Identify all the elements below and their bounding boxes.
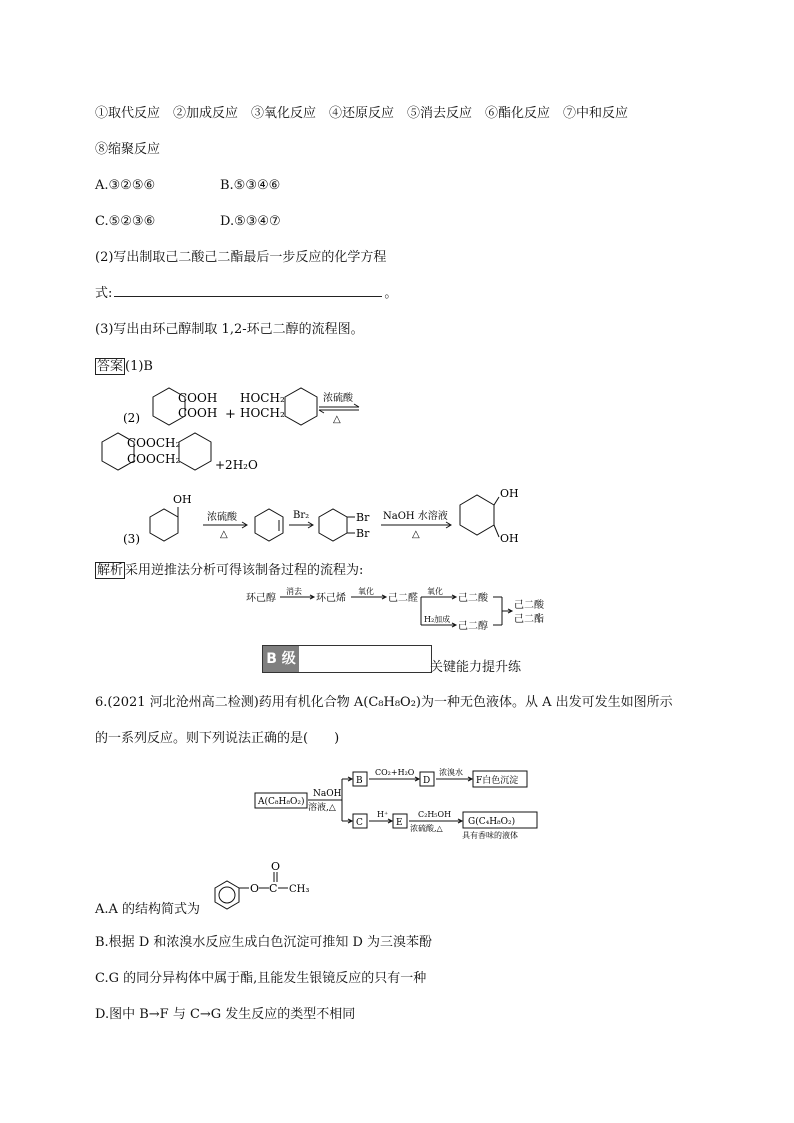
analysis-line (95, 563, 363, 579)
benzene-circle (219, 887, 235, 903)
condition-bottom: △ (333, 414, 341, 425)
level-badge-box (262, 645, 432, 673)
answer-2-label: (2) (123, 411, 140, 425)
flow-arrow-label: 消去 (286, 587, 302, 596)
bromine-water-label: 浓溴水 (439, 768, 463, 777)
option-c: C.⑤②③⑥ (95, 214, 156, 229)
oh-top: OH (500, 487, 519, 500)
compound-f: F白色沉淀 (476, 776, 519, 786)
option-b: B.⑤③④⑥ (220, 178, 281, 193)
answer-1: (1)B (125, 359, 153, 374)
analysis-text: 采用逆推法分析可得该制备过程的流程为: (125, 563, 364, 578)
question-2-line2 (95, 286, 397, 302)
analysis-tag: 解析 (97, 563, 124, 578)
reaction-scheme (250, 765, 550, 845)
water: +2H₂O (215, 458, 258, 472)
hoch2-top: HOCH₂ (240, 391, 285, 405)
option-a: A.③②⑤⑥ (95, 178, 156, 193)
product-ester-bottom: COOCH₂ (127, 452, 181, 466)
carbonyl-carbon: C (269, 882, 278, 895)
compound-e: E (396, 818, 403, 828)
cooh-top: COOH (178, 391, 218, 405)
compound-c: C (356, 818, 363, 828)
question-2-suffix: 。 (384, 286, 398, 301)
step-1-heat: △ (220, 529, 228, 540)
flow-node: 己二醇 (458, 621, 488, 632)
ethanol-label: C₂H₅OH (418, 810, 452, 819)
reaction-type-list: ①取代反应 ②加成反应 ③氧化反应 ④还原反应 ⑤消去反应 ⑥酯化反应 ⑦中和反应 (95, 106, 629, 121)
oh-group: OH (173, 493, 192, 506)
br-bottom: Br (356, 527, 370, 540)
step-1-condition: 浓硫酸 (207, 512, 237, 523)
question-6-line2: 的一系列反应。则下列说法正确的是( ) (95, 731, 340, 746)
compound-b: B (356, 776, 363, 786)
oh-bottom: OH (500, 532, 519, 545)
answer-tag: 答案 (97, 359, 124, 374)
dibromo-ring (319, 509, 347, 541)
bond (494, 525, 499, 537)
structure-a (205, 858, 325, 918)
cyclohexane-ring (179, 433, 211, 470)
carbonyl-oxygen: O (271, 860, 281, 873)
flow-node: 环己烯 (316, 593, 346, 604)
compound-d: D (423, 776, 431, 786)
option-d: D.⑤③④⑦ (220, 214, 281, 229)
step-3-reagent: NaOH 水溶液 (383, 511, 448, 522)
level-title: 关键能力提升练 (430, 660, 522, 675)
answer-line (95, 359, 153, 375)
flow-node: 己二醛 (388, 593, 418, 604)
methyl-group: CH₃ (289, 884, 310, 895)
flow-arrow-label: H₂加成 (424, 615, 451, 624)
plus-sign: + (225, 407, 236, 422)
solution-label: 溶液,△ (308, 803, 336, 813)
analysis-flowchart (240, 585, 570, 640)
level-badge: B 级 (263, 646, 299, 672)
option-6c: C.G 的同分异构体中属于酯,且能发生银镜反应的只有一种 (95, 971, 427, 986)
compound-g: G(C₄H₈O₂) (468, 817, 516, 827)
condition-label: 浓硫酸,△ (410, 824, 443, 833)
question-2-prefix: 式: (95, 286, 113, 301)
question-3: (3)写出由环己醇制取 1,2-环己二醇的流程图。 (95, 322, 364, 337)
option-6a: A.A 的结构简式为 (95, 902, 201, 917)
question-2-line1: (2)写出制取己二酸己二酯最后一步反应的化学方程 (95, 250, 387, 265)
flow-arrow-label: 氧化 (358, 587, 374, 596)
hplus-label: H⁺ (377, 810, 389, 819)
cyclohexanol-ring (150, 509, 178, 541)
hoch2-bottom: HOCH₂ (240, 406, 285, 420)
product-ester-top: COOCH₂ (127, 436, 181, 450)
co2-label: CO₂+H₂O (375, 768, 415, 777)
flow-result: 己二酯 (514, 614, 544, 625)
step-3-heat: △ (412, 529, 420, 540)
flow-node: 环己醇 (246, 593, 276, 604)
answer-3-label: (3) (123, 532, 140, 546)
answer-3-route (105, 485, 535, 550)
answer-blank (114, 286, 382, 297)
condition-top: 浓硫酸 (323, 393, 353, 404)
diol-ring (460, 495, 494, 535)
compound-a: A(C₈H₈O₂) (258, 797, 305, 807)
flow-node: 己二酸 (458, 593, 488, 604)
option-6b: B.根据 D 和浓溴水反应生成白色沉淀可推知 D 为三溴苯酚 (95, 935, 433, 950)
naoh-label: NaOH (313, 789, 342, 799)
ester-oxygen: O (250, 882, 260, 895)
question-6-line1: 6.(2021 河北沧州高二检测)药用有机化合物 A(C₈H₈O₂)为一种无色液体。从 A 出发可发生如图所示 (95, 695, 673, 710)
step-2-reagent: Br₂ (293, 510, 310, 521)
g-note: 具有香味的液体 (462, 831, 518, 840)
reaction-type-8: ⑧缩聚反应 (95, 142, 161, 157)
bond (494, 497, 499, 505)
flow-arrow-label: 氧化 (427, 587, 443, 596)
option-6d: D.图中 B→F 与 C→G 发生反应的类型不相同 (95, 1007, 356, 1022)
br-top: Br (356, 511, 370, 524)
flow-result: 己二酸 (514, 600, 544, 611)
cyclohexane-ring (285, 388, 317, 425)
cooh-bottom: COOH (178, 406, 218, 420)
answer-2-equation (95, 385, 395, 475)
